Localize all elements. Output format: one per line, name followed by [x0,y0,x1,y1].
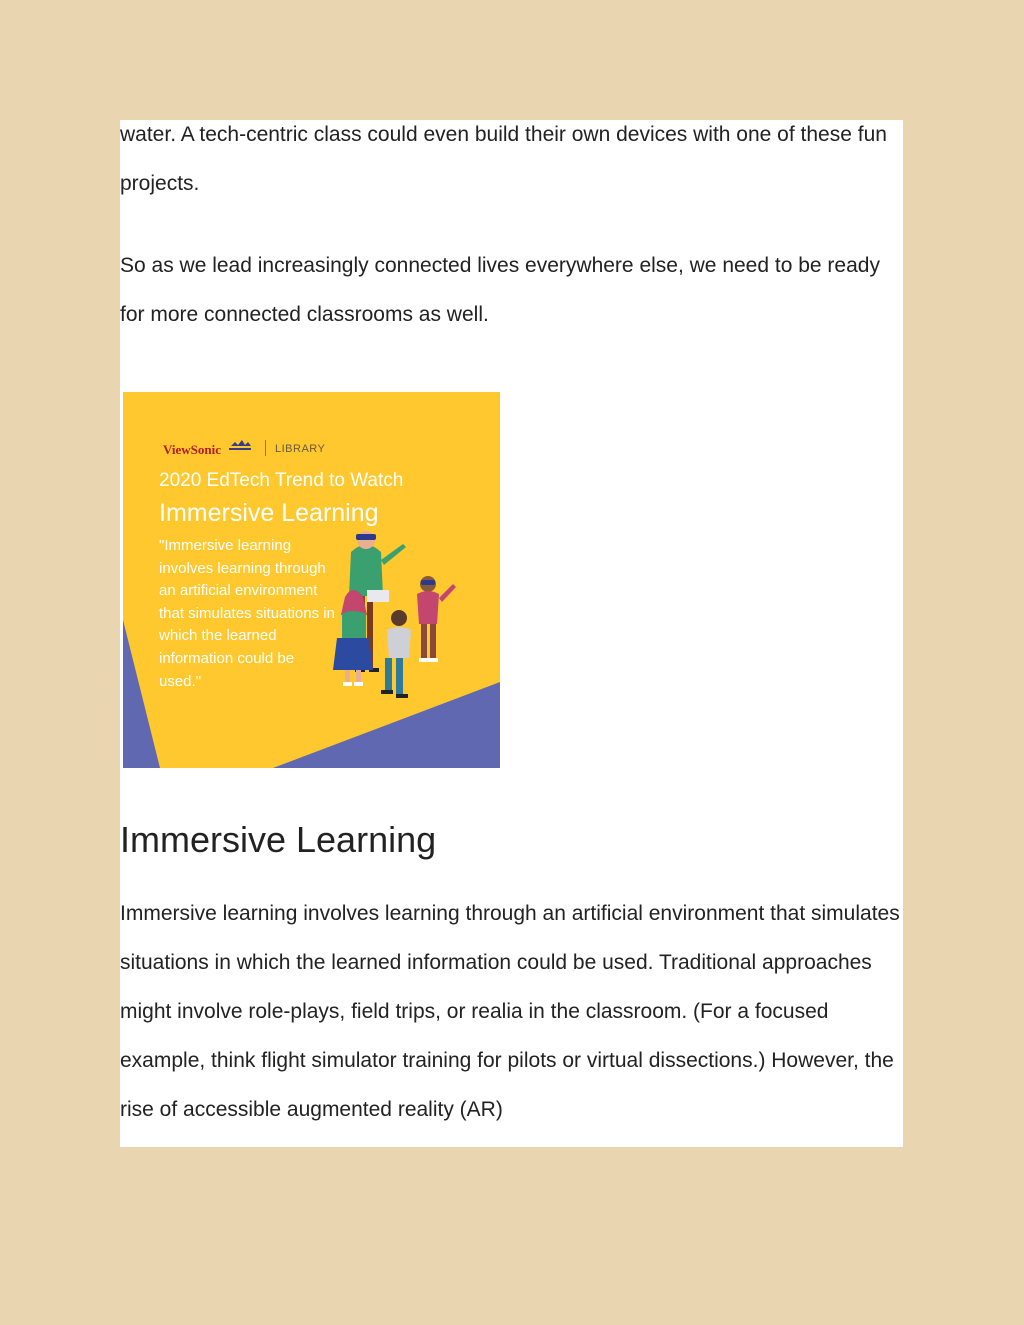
library-label: LIBRARY [275,443,326,455]
viewsonic-logo: ViewSonic [163,442,222,457]
boy-figure [381,610,411,698]
paragraph-connected-classrooms: So as we lead increasingly connected lives everywhere else, we need to be ready for more connected classrooms as well. [120,254,880,326]
paragraph-continued: water. A tech-centric class could even build their own devices with one of these fun projects. [120,123,887,195]
section-heading: Immersive Learning [120,819,437,860]
girl-figure-right [417,576,456,662]
document-page [120,120,903,1147]
purple-corner-left [123,620,160,768]
immersive-learning-graphic [123,392,500,768]
trend-label: 2020 EdTech Trend to Watch [159,470,404,491]
graphic-title: Immersive Learning [159,499,379,527]
logo-divider [265,440,266,456]
purple-corner-right [273,682,500,768]
viewsonic-birds-icon [229,440,251,450]
graphic-quote: "Immersive learning involves learning through an artificial environment that simulates situations in which the learned information could be used." [159,537,335,690]
paragraph-immersive-learning: Immersive learning involves learning through an artificial environment that simulates situations in which the learned information could be used. Traditional approaches might involve role-plays, field trips, or realia in the classroom. (For a focused example, think flight simulator training for pilots or virtual dissections.) However, the rise of accessible augmented reality (AR) [120,902,900,1121]
